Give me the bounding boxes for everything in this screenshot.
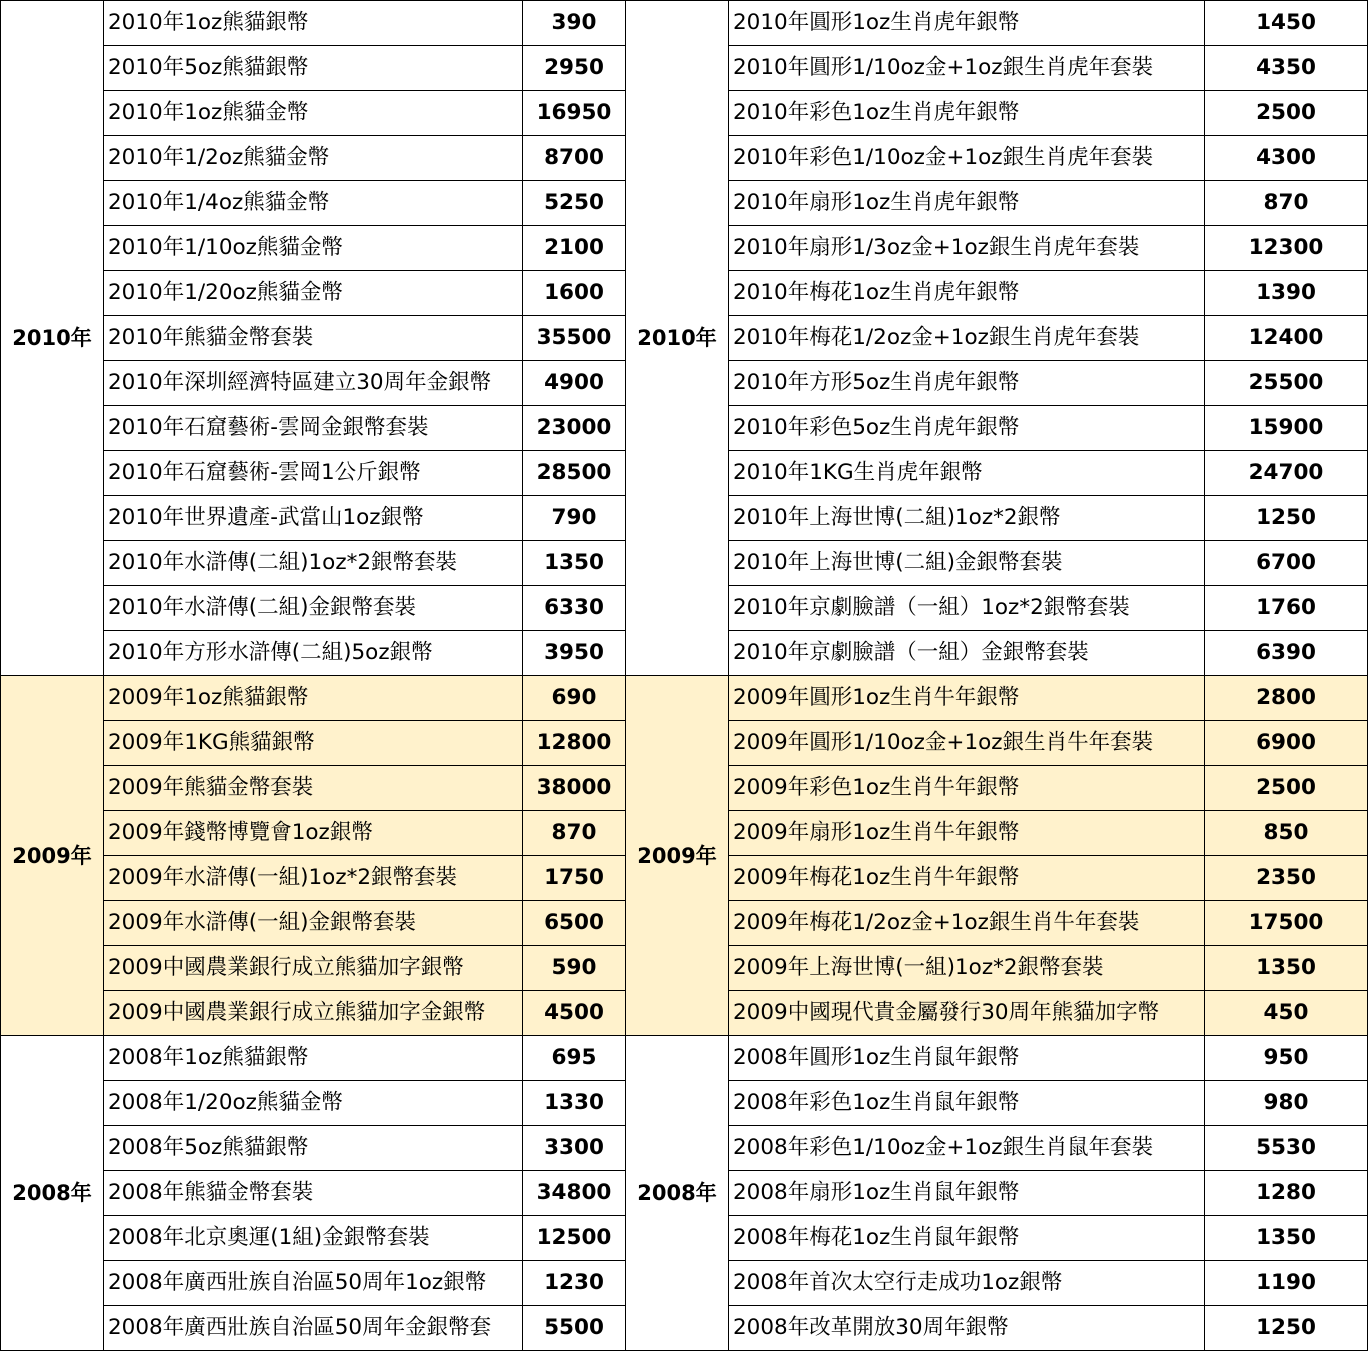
coin-name-right: 2010年上海世博(二組)1oz*2銀幣 <box>729 496 1205 541</box>
coin-name-left: 2009中國農業銀行成立熊貓加字銀幣 <box>104 946 523 991</box>
coin-price-left: 16950 <box>523 91 626 136</box>
coin-name-left: 2010年石窟藝術-雲岡金銀幣套裝 <box>104 406 523 451</box>
coin-price-left: 35500 <box>523 316 626 361</box>
coin-name-right: 2010年扇形1/3oz金+1oz銀生肖虎年套裝 <box>729 226 1205 271</box>
coin-name-left: 2009年錢幣博覽會1oz銀幣 <box>104 811 523 856</box>
coin-name-right: 2010年上海世博(二組)金銀幣套裝 <box>729 541 1205 586</box>
coin-price-right: 1390 <box>1205 271 1368 316</box>
coin-price-left: 4900 <box>523 361 626 406</box>
coin-price-left: 3300 <box>523 1126 626 1171</box>
coin-price-left: 5250 <box>523 181 626 226</box>
coin-name-right: 2010年京劇臉譜（一組）1oz*2銀幣套裝 <box>729 586 1205 631</box>
coin-price-right: 1350 <box>1205 946 1368 991</box>
coin-price-left: 390 <box>523 1 626 46</box>
coin-price-left: 2100 <box>523 226 626 271</box>
coin-name-left: 2009年1KG熊貓銀幣 <box>104 721 523 766</box>
coin-name-left: 2008年1/20oz熊貓金幣 <box>104 1081 523 1126</box>
coin-name-left: 2010年1/2oz熊貓金幣 <box>104 136 523 181</box>
coin-price-right: 6700 <box>1205 541 1368 586</box>
coin-price-left: 1230 <box>523 1261 626 1306</box>
coin-price-left: 12500 <box>523 1216 626 1261</box>
coin-name-left: 2010年方形水滸傳(二組)5oz銀幣 <box>104 631 523 676</box>
coin-name-right: 2010年方形5oz生肖虎年銀幣 <box>729 361 1205 406</box>
coin-price-left: 690 <box>523 676 626 721</box>
coin-price-right: 450 <box>1205 991 1368 1036</box>
coin-name-right: 2009年上海世博(一組)1oz*2銀幣套裝 <box>729 946 1205 991</box>
coin-name-right: 2008年改革開放30周年銀幣 <box>729 1306 1205 1351</box>
coin-name-right: 2008年首次太空行走成功1oz銀幣 <box>729 1261 1205 1306</box>
coin-price-right: 12400 <box>1205 316 1368 361</box>
coin-price-right: 6390 <box>1205 631 1368 676</box>
coin-price-right: 2350 <box>1205 856 1368 901</box>
coin-name-right: 2010年1KG生肖虎年銀幣 <box>729 451 1205 496</box>
coin-name-left: 2010年1/4oz熊貓金幣 <box>104 181 523 226</box>
coin-name-right: 2010年梅花1/2oz金+1oz銀生肖虎年套裝 <box>729 316 1205 361</box>
coin-name-left: 2010年熊貓金幣套裝 <box>104 316 523 361</box>
coin-name-right: 2009年扇形1oz生肖牛年銀幣 <box>729 811 1205 856</box>
coin-price-left: 6330 <box>523 586 626 631</box>
coin-name-left: 2008年熊貓金幣套裝 <box>104 1171 523 1216</box>
coin-name-left: 2008年1oz熊貓銀幣 <box>104 1036 523 1081</box>
coin-price-left: 6500 <box>523 901 626 946</box>
coin-name-right: 2009中國現代貴金屬發行30周年熊貓加字幣 <box>729 991 1205 1036</box>
coin-name-left: 2009年1oz熊貓銀幣 <box>104 676 523 721</box>
coin-price-right: 1250 <box>1205 496 1368 541</box>
coin-price-left: 590 <box>523 946 626 991</box>
coin-price-right: 2500 <box>1205 766 1368 811</box>
coin-name-right: 2008年彩色1oz生肖鼠年銀幣 <box>729 1081 1205 1126</box>
coin-name-left: 2008年北京奧運(1組)金銀幣套裝 <box>104 1216 523 1261</box>
coin-price-left: 4500 <box>523 991 626 1036</box>
coin-name-left: 2008年廣西壯族自治區50周年金銀幣套 <box>104 1306 523 1351</box>
coin-price-right: 12300 <box>1205 226 1368 271</box>
coin-name-left: 2010年水滸傳(二組)金銀幣套裝 <box>104 586 523 631</box>
coin-price-right: 4350 <box>1205 46 1368 91</box>
coin-name-right: 2008年扇形1oz生肖鼠年銀幣 <box>729 1171 1205 1216</box>
coin-price-left: 23000 <box>523 406 626 451</box>
coin-name-left: 2010年世界遺產-武當山1oz銀幣 <box>104 496 523 541</box>
coin-name-left: 2009年熊貓金幣套裝 <box>104 766 523 811</box>
coin-price-left: 28500 <box>523 451 626 496</box>
coin-name-right: 2010年彩色1oz生肖虎年銀幣 <box>729 91 1205 136</box>
coin-name-left: 2010年1/10oz熊貓金幣 <box>104 226 523 271</box>
coin-name-right: 2009年梅花1oz生肖牛年銀幣 <box>729 856 1205 901</box>
coin-name-right: 2010年京劇臉譜（一組）金銀幣套裝 <box>729 631 1205 676</box>
table-row <box>1 1 1368 46</box>
coin-name-right: 2010年圓形1/10oz金+1oz銀生肖虎年套裝 <box>729 46 1205 91</box>
coin-price-left: 695 <box>523 1036 626 1081</box>
coin-price-left: 870 <box>523 811 626 856</box>
coin-name-right: 2009年圓形1oz生肖牛年銀幣 <box>729 676 1205 721</box>
coin-price-left: 5500 <box>523 1306 626 1351</box>
coin-name-left: 2010年1/20oz熊貓金幣 <box>104 271 523 316</box>
coin-price-right: 980 <box>1205 1081 1368 1126</box>
year-cell-right: 2010年 <box>626 1 729 676</box>
coin-price-right: 870 <box>1205 181 1368 226</box>
coin-name-right: 2010年彩色1/10oz金+1oz銀生肖虎年套裝 <box>729 136 1205 181</box>
coin-name-left: 2009年水滸傳(一組)1oz*2銀幣套裝 <box>104 856 523 901</box>
coin-name-left: 2010年1oz熊貓金幣 <box>104 91 523 136</box>
coin-price-left: 38000 <box>523 766 626 811</box>
coin-price-left: 12800 <box>523 721 626 766</box>
coin-price-right: 1450 <box>1205 1 1368 46</box>
coin-name-right: 2010年扇形1oz生肖虎年銀幣 <box>729 181 1205 226</box>
coin-name-right: 2008年梅花1oz生肖鼠年銀幣 <box>729 1216 1205 1261</box>
coin-price-right: 6900 <box>1205 721 1368 766</box>
coin-name-right: 2010年梅花1oz生肖虎年銀幣 <box>729 271 1205 316</box>
coin-name-left: 2009中國農業銀行成立熊貓加字金銀幣 <box>104 991 523 1036</box>
coin-name-right: 2010年圓形1oz生肖虎年銀幣 <box>729 1 1205 46</box>
year-cell-right: 2008年 <box>626 1036 729 1351</box>
coin-price-right: 1760 <box>1205 586 1368 631</box>
coin-price-left: 3950 <box>523 631 626 676</box>
coin-price-right: 850 <box>1205 811 1368 856</box>
table-row <box>1 676 1368 721</box>
coin-price-right: 1350 <box>1205 1216 1368 1261</box>
coin-price-left: 2950 <box>523 46 626 91</box>
coin-price-right: 1280 <box>1205 1171 1368 1216</box>
coin-name-right: 2009年圓形1/10oz金+1oz銀生肖牛年套裝 <box>729 721 1205 766</box>
coin-name-left: 2010年1oz熊貓銀幣 <box>104 1 523 46</box>
coin-price-left: 1330 <box>523 1081 626 1126</box>
coin-price-right: 5530 <box>1205 1126 1368 1171</box>
coin-price-right: 4300 <box>1205 136 1368 181</box>
coin-price-left: 8700 <box>523 136 626 181</box>
coin-name-left: 2010年5oz熊貓銀幣 <box>104 46 523 91</box>
coin-price-right: 25500 <box>1205 361 1368 406</box>
coin-price-left: 790 <box>523 496 626 541</box>
coin-name-right: 2008年圓形1oz生肖鼠年銀幣 <box>729 1036 1205 1081</box>
coin-name-left: 2009年水滸傳(一組)金銀幣套裝 <box>104 901 523 946</box>
table-body <box>1 1 1368 1351</box>
year-cell-left: 2010年 <box>1 1 104 676</box>
coin-price-right: 17500 <box>1205 901 1368 946</box>
coin-price-right: 15900 <box>1205 406 1368 451</box>
coin-name-right: 2009年梅花1/2oz金+1oz銀生肖牛年套裝 <box>729 901 1205 946</box>
coin-name-left: 2010年深圳經濟特區建立30周年金銀幣 <box>104 361 523 406</box>
coin-name-right: 2008年彩色1/10oz金+1oz銀生肖鼠年套裝 <box>729 1126 1205 1171</box>
coin-name-right: 2010年彩色5oz生肖虎年銀幣 <box>729 406 1205 451</box>
coin-price-right: 950 <box>1205 1036 1368 1081</box>
coin-name-left: 2010年水滸傳(二組)1oz*2銀幣套裝 <box>104 541 523 586</box>
table-row <box>1 1036 1368 1081</box>
year-cell-right: 2009年 <box>626 676 729 1036</box>
coin-name-left: 2008年5oz熊貓銀幣 <box>104 1126 523 1171</box>
coin-price-left: 34800 <box>523 1171 626 1216</box>
year-cell-left: 2009年 <box>1 676 104 1036</box>
coin-price-left: 1600 <box>523 271 626 316</box>
coin-price-right: 2800 <box>1205 676 1368 721</box>
coin-price-right: 24700 <box>1205 451 1368 496</box>
coin-price-right: 1190 <box>1205 1261 1368 1306</box>
year-cell-left: 2008年 <box>1 1036 104 1351</box>
coin-name-left: 2010年石窟藝術-雲岡1公斤銀幣 <box>104 451 523 496</box>
coin-price-left: 1750 <box>523 856 626 901</box>
coin-price-left: 1350 <box>523 541 626 586</box>
coin-name-left: 2008年廣西壯族自治區50周年1oz銀幣 <box>104 1261 523 1306</box>
coin-price-right: 2500 <box>1205 91 1368 136</box>
coin-name-right: 2009年彩色1oz生肖牛年銀幣 <box>729 766 1205 811</box>
coin-price-right: 1250 <box>1205 1306 1368 1351</box>
